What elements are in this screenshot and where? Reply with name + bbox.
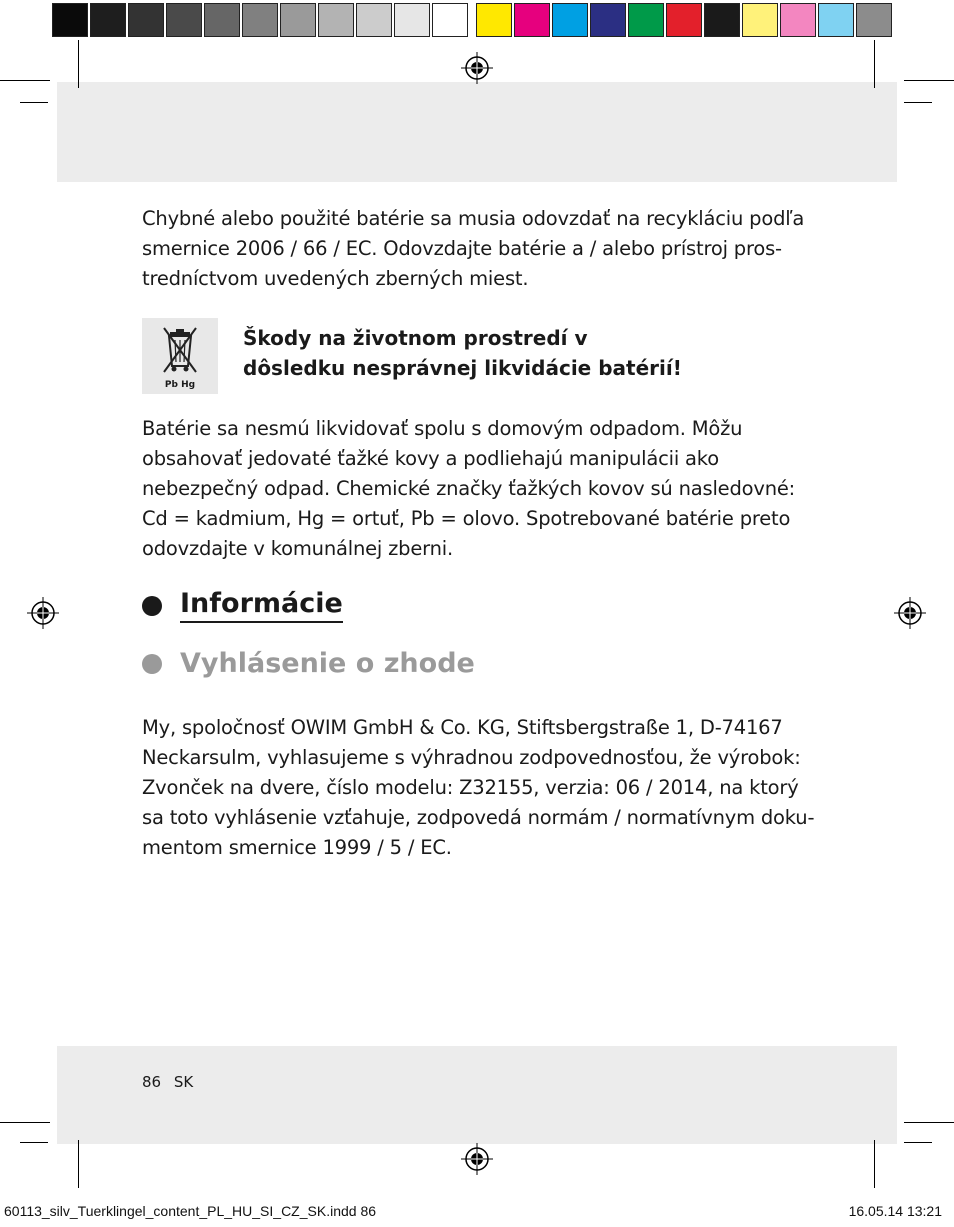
color-swatch: [128, 3, 164, 37]
bullet-dot-icon: [142, 596, 162, 616]
color-swatch: [628, 3, 664, 37]
color-swatch: [52, 3, 88, 37]
registration-mark-icon: [461, 52, 493, 84]
footer-band: [57, 1046, 897, 1144]
color-swatch: [856, 3, 892, 37]
color-swatch: [666, 3, 702, 37]
color-swatch: [90, 3, 126, 37]
section-heading-vyhlasenie: [142, 648, 475, 679]
warning-title: [243, 323, 803, 383]
declaration-paragraph: My, spoločnosť OWIM GmbH & Co. KG, Stiftsbergstraße 1, D-74167 Neckarsulm, vyhlasujeme s výhradnou zodpovednosťou, že výrobok: Zvonček na dvere, číslo modelu: Z32155, verzia: 06 / 2014, na ktorý sa toto vyhlásenie vzťahuje, zodpovedá normám / normatívnym doku-mentom smernice 1999 / 5 / EC.: [142, 716, 815, 859]
color-swatch: [476, 3, 512, 37]
color-swatch: [514, 3, 550, 37]
section-heading-informacie: [142, 588, 343, 623]
recycling-paragraph: Chybné alebo použité batérie sa musia odovzdať na recykláciu podľa smernice 2006 / 66 / EC. Odovzdajte batérie a / alebo prístroj pros-tredníctvom uvedených zberných miest.: [142, 207, 805, 290]
header-band: [57, 82, 897, 182]
crop-mark: [904, 1142, 932, 1143]
heading-text: Informácie: [180, 588, 343, 623]
color-swatch: [166, 3, 202, 37]
heavy-metals-paragraph: Batérie sa nesmú likvidovať spolu s domovým odpadom. Môžu obsahovať jedovaté ťažké kovy a podliehajú manipulácii ako nebezpečný odpad. Chemické značky ťažkých kovov sú nasledovné: Cd = kadmium, Hg = ortuť, Pb = olovo. Spotrebované batérie preto odovzdajte v komunálnej zberni.: [142, 417, 796, 560]
color-swatch: [432, 3, 468, 37]
registration-mark-icon: [894, 597, 926, 629]
crop-mark: [20, 1142, 48, 1143]
warning-title-line2: dôsledku nesprávnej likvidácie batérií!: [243, 356, 682, 380]
registration-mark-icon: [461, 1143, 493, 1175]
printer-color-bar: [52, 3, 894, 37]
slug-filename: 60113_silv_Tuerklingel_content_PL_HU_SI_CZ_SK.indd 86: [4, 1203, 377, 1219]
page-number: 86 SK: [142, 1073, 194, 1091]
color-swatch: [394, 3, 430, 37]
color-swatch: [242, 3, 278, 37]
slug-date: 16.05.14 13:21: [848, 1203, 942, 1219]
crop-mark: [0, 1122, 50, 1123]
crop-mark: [904, 80, 954, 81]
color-swatch: [780, 3, 816, 37]
color-swatch: [704, 3, 740, 37]
crop-mark: [20, 102, 48, 103]
registration-mark-icon: [27, 597, 59, 629]
crop-mark: [78, 40, 79, 88]
crop-mark: [0, 80, 50, 81]
crop-mark: [904, 102, 932, 103]
color-swatch: [590, 3, 626, 37]
crop-mark: [904, 1122, 954, 1123]
warning-title-line1: Škody na životnom prostredí v: [243, 326, 588, 350]
heading-text: Vyhlásenie o zhode: [180, 648, 475, 679]
color-swatch: [552, 3, 588, 37]
color-swatch: [204, 3, 240, 37]
bin-icon-label: Pb Hg: [164, 380, 196, 390]
color-swatch: [356, 3, 392, 37]
crop-mark: [78, 1140, 79, 1188]
crop-mark: [874, 40, 875, 88]
crop-mark: [874, 1140, 875, 1188]
bullet-dot-icon: [142, 654, 162, 674]
color-swatch: [318, 3, 354, 37]
color-swatch: [742, 3, 778, 37]
color-swatch: [280, 3, 316, 37]
crossed-bin-box: [142, 318, 218, 394]
color-swatch: [818, 3, 854, 37]
